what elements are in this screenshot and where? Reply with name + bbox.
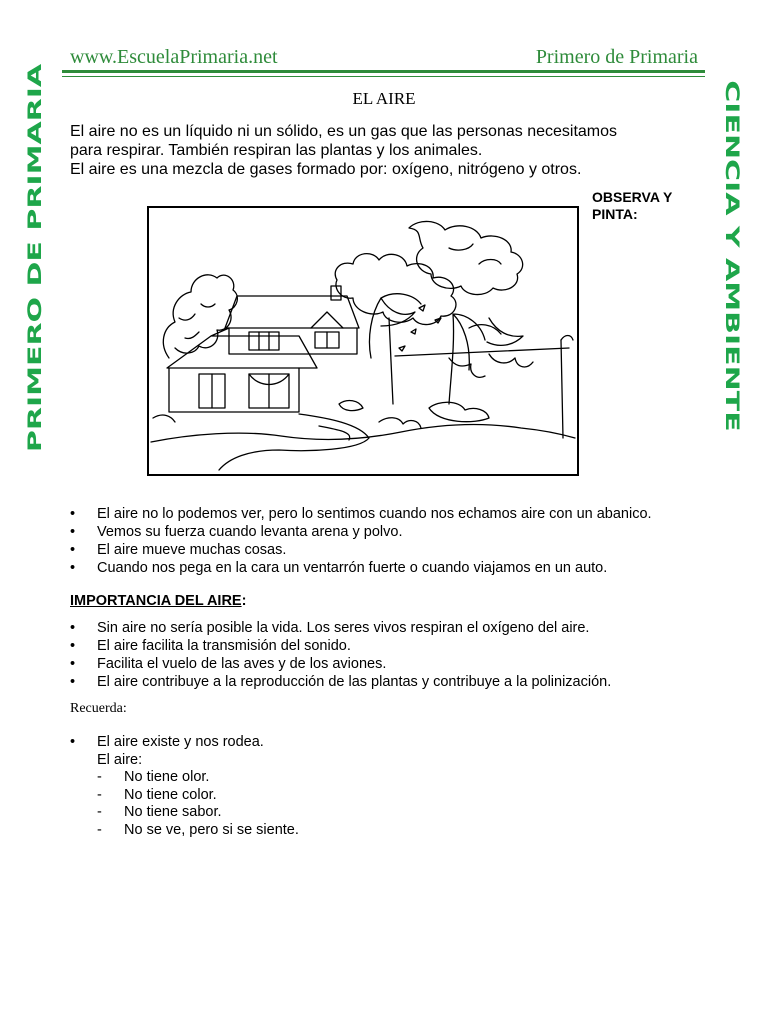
list-item: • Sin aire no sería posible la vida. Los seres vivos respiran el oxígeno del aire.: [70, 619, 730, 637]
side-banner-right: [720, 79, 745, 432]
importance-list: [70, 619, 730, 691]
list-item: • Vemos su fuerza cuando levanta arena y polvo.: [70, 523, 730, 541]
dash-item: - No se ve, pero si se siente.: [97, 822, 730, 840]
dash-item: - No tiene olor.: [97, 769, 730, 787]
importance-heading-text: IMPORTANCIA DEL AIRE: [70, 593, 242, 609]
list-item: • Cuando nos pega en la cara un ventarrón fuerte o cuando viajamos en un auto.: [70, 559, 730, 577]
remember-section: [70, 733, 730, 839]
list-item: • El aire existe y nos rodea.: [70, 733, 730, 751]
list-item: • El aire contribuye a la reproducción de las plantas y contribuye a la polinización.: [70, 673, 730, 691]
list-item: • El aire facilita la transmisión del sonido.: [70, 637, 730, 655]
activity-line-2: PINTA:: [592, 206, 638, 222]
intro-paragraph: [70, 122, 710, 179]
coloring-illustration: [147, 206, 579, 476]
list-item: • Facilita el vuelo de las aves y de los aviones.: [70, 655, 730, 673]
header-rule-thick: [62, 70, 705, 73]
dash-item: - No tiene color.: [97, 787, 730, 805]
side-banner-left-text: PRIMERO DE PRIMARIA: [24, 63, 46, 452]
remember-subheading: El aire:: [97, 752, 143, 768]
list-item: • El aire no lo podemos ver, pero lo sentimos cuando nos echamos aire con un abanico.: [70, 505, 730, 523]
importance-heading: [70, 593, 246, 609]
facts-section: [70, 505, 730, 577]
intro-line-1: El aire no es un líquido ni un sólido, es un gas que las personas necesitamos: [70, 123, 618, 140]
intro-line-3: El aire es una mezcla de gases formado por: oxígeno, nitrógeno y otros.: [70, 161, 582, 178]
header-rule-thin: [62, 76, 705, 77]
intro-line-2: para respirar. También respiran las plantas y los animales.: [70, 142, 483, 159]
side-banner-right-text: CIENCIA Y AMBIENTE: [721, 79, 743, 432]
activity-instruction: [592, 189, 702, 223]
remember-label: Recuerda:: [70, 701, 127, 716]
side-banner-left: [23, 63, 48, 452]
dash-item: - No tiene sabor.: [97, 804, 730, 822]
remember-list: [70, 733, 730, 751]
facts-list: [70, 505, 730, 577]
site-url: www.EscuelaPrimaria.net: [70, 46, 278, 68]
windy-house-drawing: [149, 208, 577, 474]
importance-section: [70, 619, 730, 691]
list-item: • El aire mueve muchas cosas.: [70, 541, 730, 559]
importance-heading-colon: :: [241, 593, 247, 609]
activity-line-1: OBSERVA Y: [592, 189, 673, 205]
grade-label: Primero de Primaria: [535, 46, 698, 68]
page-title: EL AIRE: [352, 89, 416, 108]
